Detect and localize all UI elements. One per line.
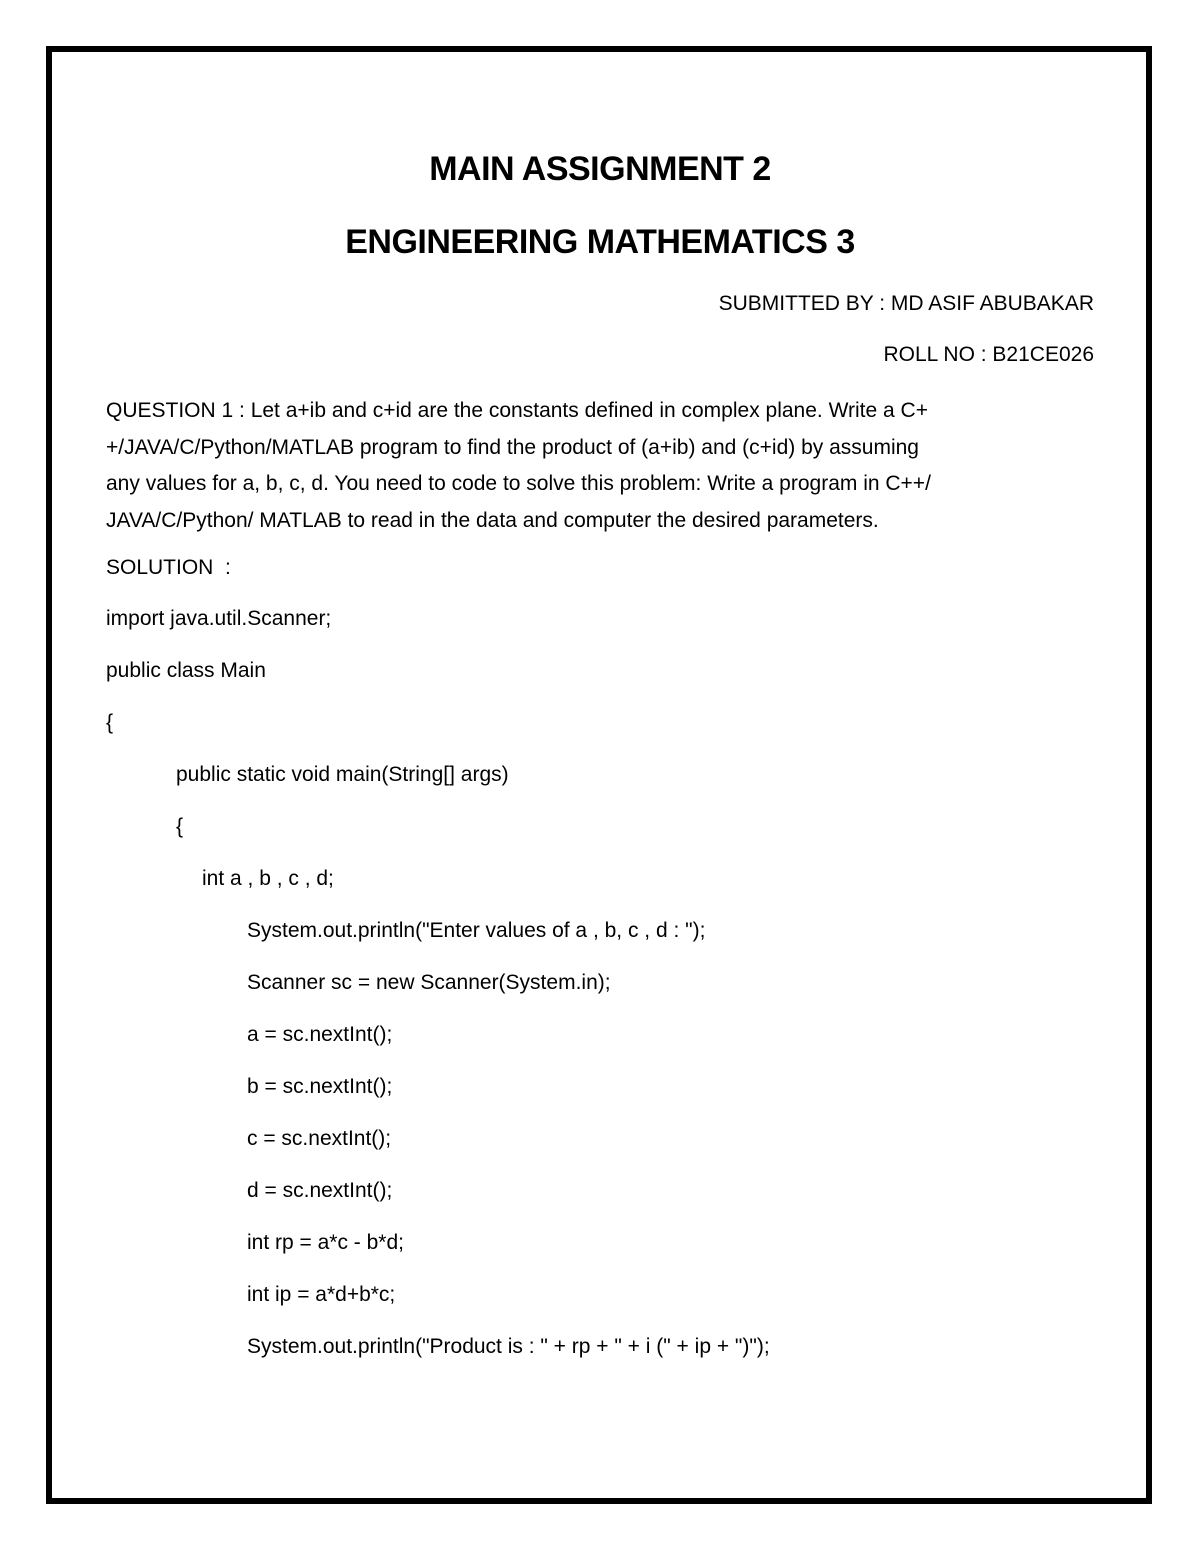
- question-line: JAVA/C/Python/ MATLAB to read in the data and computer the desired parameters.: [106, 508, 879, 532]
- code-line: public static void main(String[] args): [176, 763, 509, 786]
- code-line: d = sc.nextInt();: [247, 1179, 393, 1202]
- document-title: MAIN ASSIGNMENT 2: [429, 150, 771, 188]
- question-line: any values for a, b, c, d. You need to code to solve this problem: Write a program in C++/: [106, 472, 931, 495]
- code-line: {: [176, 815, 184, 838]
- code-line: c = sc.nextInt();: [247, 1127, 392, 1150]
- solution-label: SOLUTION :: [106, 556, 231, 579]
- roll-number: ROLL NO : B21CE026: [883, 343, 1094, 366]
- code-line: public class Main: [106, 659, 266, 682]
- code-line: int ip = a*d+b*c;: [247, 1283, 396, 1306]
- code-line: a = sc.nextInt();: [247, 1023, 393, 1046]
- question-line: QUESTION 1 : Let a+ib and c+id are the constants defined in complex plane. Write a C+: [106, 399, 928, 422]
- code-line: import java.util.Scanner;: [106, 607, 332, 630]
- document-subtitle: ENGINEERING MATHEMATICS 3: [345, 223, 855, 261]
- question-text: [106, 393, 1096, 539]
- question-line: +/JAVA/C/Python/MATLAB program to find the product of (a+ib) and (c+id) by assuming: [106, 435, 919, 459]
- code-line: System.out.println("Product is : " + rp + " + i (" + ip + ")");: [247, 1335, 770, 1358]
- submitted-by: SUBMITTED BY : MD ASIF ABUBAKAR: [718, 292, 1094, 315]
- code-line: Scanner sc = new Scanner(System.in);: [247, 971, 611, 994]
- code-line: System.out.println("Enter values of a , b, c , d : ");: [247, 919, 706, 942]
- code-line: {: [106, 711, 114, 734]
- code-line: b = sc.nextInt();: [247, 1075, 393, 1098]
- code-line: int rp = a*c - b*d;: [247, 1231, 404, 1254]
- code-line: int a , b , c , d;: [202, 867, 334, 890]
